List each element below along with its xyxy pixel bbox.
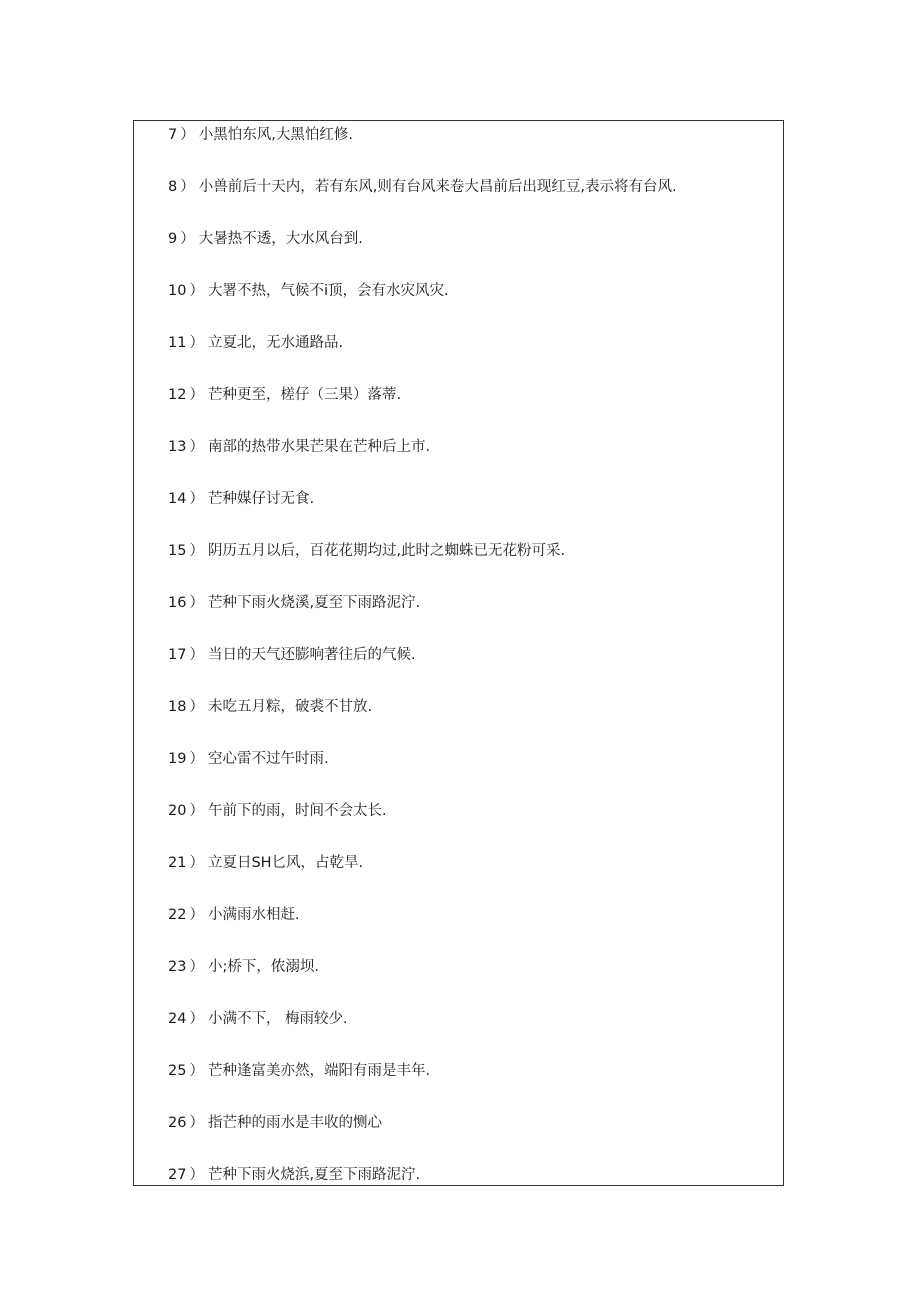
item-paren: ） xyxy=(180,231,195,247)
list-item xyxy=(168,1163,420,1187)
item-paren: ） xyxy=(189,751,204,767)
list-item xyxy=(168,123,353,147)
item-number: 15 xyxy=(168,543,187,559)
item-text: 大暑热不透，大水风台到. xyxy=(198,231,363,247)
item-number: 11 xyxy=(168,335,187,351)
item-text: 芒种更至，槎仔（三果）落蒂. xyxy=(207,387,402,403)
item-number: 18 xyxy=(168,699,187,715)
item-text: 小兽前后十天内，若有东风,则有台风来卷大昌前后出现红豆,表示将有台风. xyxy=(198,179,677,195)
list-item xyxy=(168,799,387,823)
item-number: 12 xyxy=(168,387,187,403)
item-text: 指芒种的雨水是丰收的恻心 xyxy=(207,1115,382,1131)
item-paren: ） xyxy=(189,959,204,975)
list-item xyxy=(168,435,430,459)
item-number: 20 xyxy=(168,803,187,819)
item-paren: ） xyxy=(189,803,204,819)
list-item xyxy=(168,591,420,615)
document-frame xyxy=(133,120,784,1186)
item-paren: ） xyxy=(189,647,204,663)
item-text: 未吃五月粽，破裘不甘放. xyxy=(207,699,373,715)
item-number: 22 xyxy=(168,907,187,923)
list-item xyxy=(168,227,363,251)
list-item xyxy=(168,903,300,927)
item-paren: ） xyxy=(189,335,204,351)
item-text: 芒种下雨火烧浜,夏至下雨路泥泞. xyxy=(207,1167,421,1183)
list-item xyxy=(168,1007,348,1031)
item-number: 24 xyxy=(168,1011,187,1027)
item-number: 23 xyxy=(168,959,187,975)
item-number: 13 xyxy=(168,439,187,455)
item-text: 芒种媒仔讨无食. xyxy=(207,491,315,507)
list-item xyxy=(168,1059,430,1083)
item-text: 小黑怕东风,大黑怕红修. xyxy=(198,127,353,143)
item-paren: ） xyxy=(189,1167,204,1183)
item-paren: ） xyxy=(189,595,204,611)
item-number: 8 xyxy=(168,179,178,195)
item-number: 10 xyxy=(168,283,187,299)
item-text: 空心雷不过午时雨. xyxy=(207,751,329,767)
list-item xyxy=(168,695,372,719)
item-paren: ） xyxy=(189,699,204,715)
item-number: 26 xyxy=(168,1115,187,1131)
item-paren: ） xyxy=(189,439,204,455)
item-number: 14 xyxy=(168,491,187,507)
item-number: 9 xyxy=(168,231,178,247)
item-number: 7 xyxy=(168,127,178,143)
list-item xyxy=(168,383,401,407)
item-paren: ） xyxy=(180,179,195,195)
item-number: 17 xyxy=(168,647,187,663)
list-item xyxy=(168,643,416,667)
list-item xyxy=(168,279,449,303)
item-text: 立夏北，无水通路品. xyxy=(207,335,344,351)
item-number: 27 xyxy=(168,1167,187,1183)
list-item xyxy=(168,955,319,979)
item-paren: ） xyxy=(189,387,204,403)
list-item xyxy=(168,487,314,511)
item-paren: ） xyxy=(189,855,204,871)
list-item xyxy=(168,1111,382,1135)
list-item xyxy=(168,175,677,199)
item-paren: ） xyxy=(189,1115,204,1131)
item-text: 南部的热带水果芒果在芒种后上市. xyxy=(207,439,431,455)
list-item xyxy=(168,539,565,563)
item-text: 大署不热，气候不i顶，会有水灾风灾. xyxy=(207,283,449,299)
list-item xyxy=(168,747,329,771)
item-text: 阴历五月以后，百花花期均过,此时之蜘蛛已无花粉可采. xyxy=(207,543,566,559)
item-text: 小满不下， 梅雨较少. xyxy=(207,1011,348,1027)
item-paren: ） xyxy=(189,491,204,507)
item-number: 21 xyxy=(168,855,187,871)
item-paren: ） xyxy=(189,283,204,299)
item-paren: ） xyxy=(180,127,195,143)
item-number: 19 xyxy=(168,751,187,767)
item-text: 芒种下雨火烧溪,夏至下雨路泥泞. xyxy=(207,595,421,611)
item-text: 小;桥下，侬溺坝. xyxy=(207,959,319,975)
item-text: 当日的天气还膨响著往后的气候. xyxy=(207,647,416,663)
list-item xyxy=(168,331,343,355)
item-text: 立夏日SH匕风，占乾旱. xyxy=(207,855,364,871)
item-text: 芒种逢富美亦然，端阳有雨是丰年. xyxy=(207,1063,431,1079)
item-number: 16 xyxy=(168,595,187,611)
list-item xyxy=(168,851,363,875)
item-paren: ） xyxy=(189,1011,204,1027)
item-paren: ） xyxy=(189,543,204,559)
item-text: 小满雨水相赶. xyxy=(207,907,300,923)
item-paren: ） xyxy=(189,1063,204,1079)
item-paren: ） xyxy=(189,907,204,923)
item-text: 午前下的雨，时间不会太长. xyxy=(207,803,387,819)
item-number: 25 xyxy=(168,1063,187,1079)
